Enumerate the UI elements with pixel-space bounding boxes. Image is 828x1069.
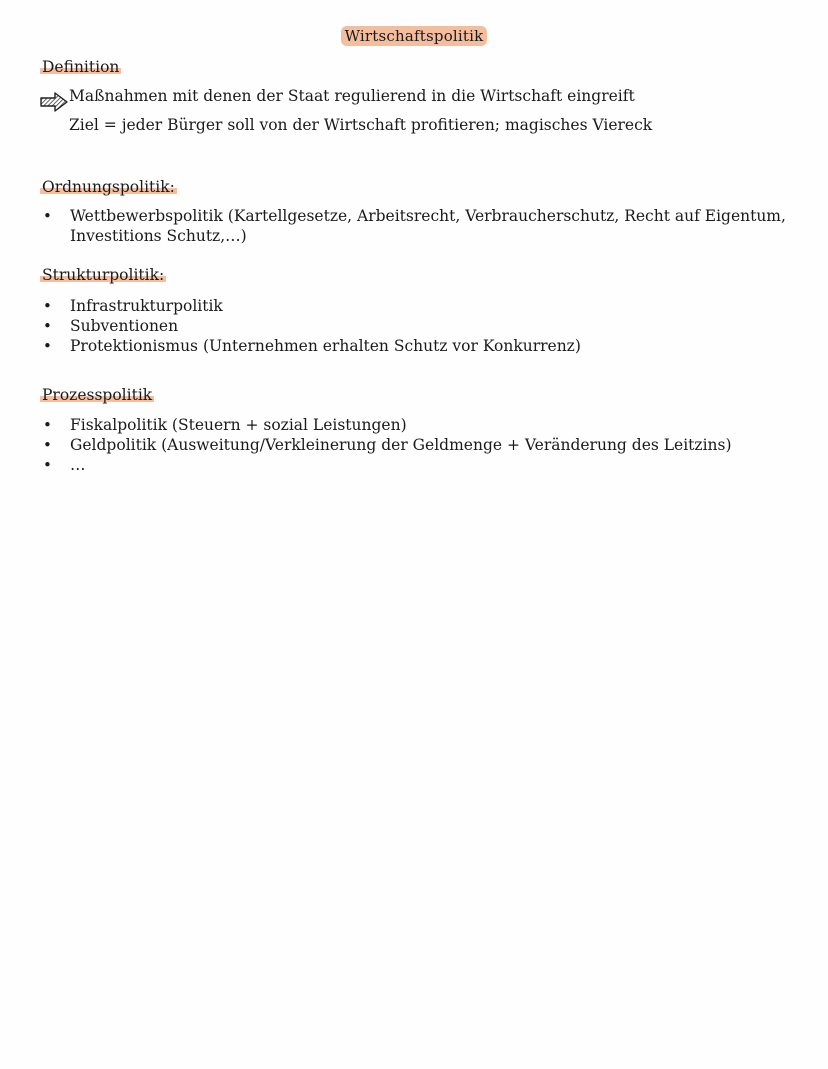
definition-heading: Definition <box>42 58 120 76</box>
strukturpolitik-list <box>40 296 581 356</box>
list-item: • … <box>43 456 86 474</box>
strukturpolitik-heading: Strukturpolitik: <box>42 266 165 284</box>
list-item: • Protektionismus (Unternehmen erhalten Schutz vor Konkurrenz) <box>43 337 581 355</box>
list-item: • Wettbewerbspolitik (Kartellgesetze, Arbeitsrecht, Verbraucherschutz, Recht auf Eigentum, Investitions Schutz,…) <box>43 207 786 245</box>
ordnungspolitik-list <box>40 206 786 246</box>
list-item: • Geldpolitik (Ausweitung/Verkleinerung der Geldmenge + Veränderung des Leitzins) <box>43 436 732 454</box>
list-item: • Subventionen <box>43 317 179 335</box>
prozesspolitik-list <box>40 415 732 475</box>
prozesspolitik-heading: Prozesspolitik <box>42 386 153 404</box>
ordnungspolitik-heading: Ordnungspolitik: <box>42 178 175 196</box>
arrow-right-icon <box>40 92 68 112</box>
definition-line-1: Maßnahmen mit denen der Staat regulierend in die Wirtschaft eingreift <box>69 87 635 105</box>
list-item: • Fiskalpolitik (Steuern + sozial Leistungen) <box>43 416 407 434</box>
bullet: • <box>43 207 52 225</box>
page-title: Wirtschaftspolitik <box>0 27 828 45</box>
definition-line-2: Ziel = jeder Bürger soll von der Wirtschaft profitieren; magisches Viereck <box>69 116 653 134</box>
list-item: • Infrastrukturpolitik <box>43 297 223 315</box>
